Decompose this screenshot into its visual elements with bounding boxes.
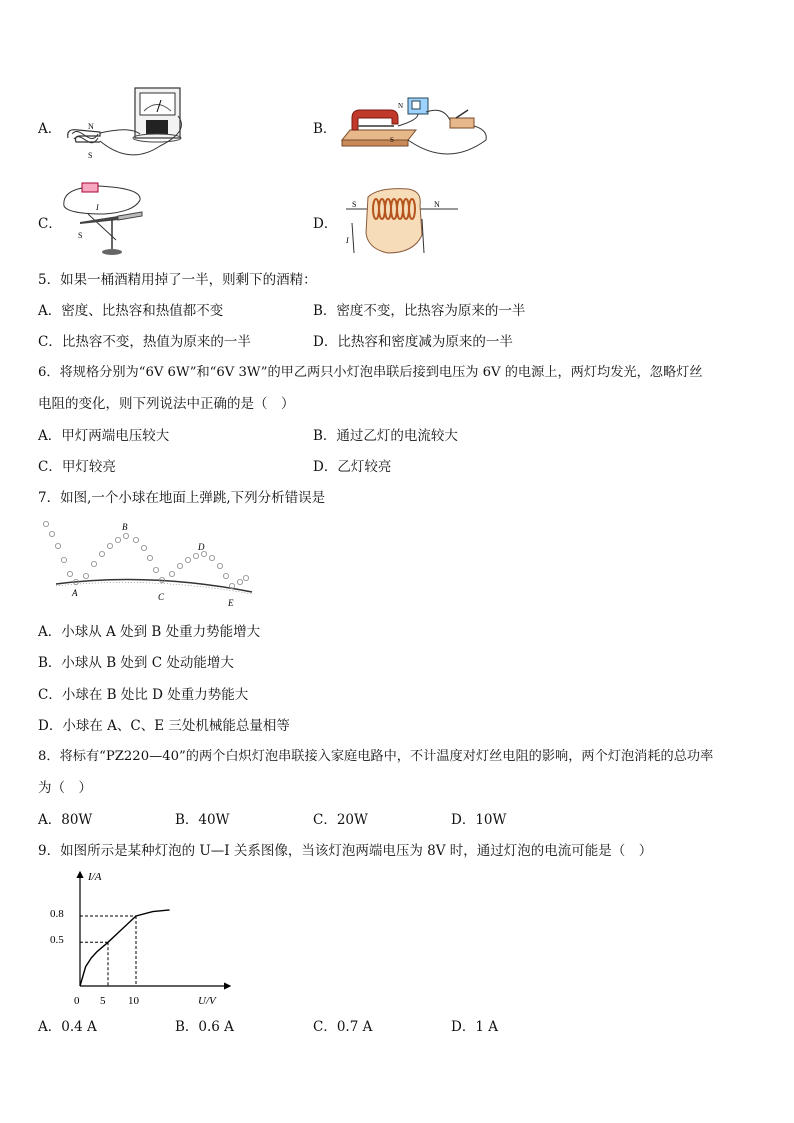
q6-option-a: A．甲灯两端电压较大 xyxy=(38,428,170,444)
q4b-s-pole-label: S xyxy=(390,136,394,144)
q4d-s-pole-label: S xyxy=(352,200,357,209)
y-tick-0-5: 0.5 xyxy=(50,934,64,946)
q4a-s-pole-label: S xyxy=(88,151,93,160)
q4-figure-b xyxy=(338,90,498,160)
q8-stem-line1: 8．将标有“PZ220—40”的两个白炽灯泡串联接入家庭电路中，不计温度对灯丝电阻的影响，两个灯泡消耗的总功率 xyxy=(38,749,714,764)
q6-option-b: B．通过乙灯的电流较大 xyxy=(313,428,458,444)
q9-option-d: D．1 A xyxy=(451,1019,498,1035)
q7-point-d: D xyxy=(198,542,205,552)
q8-stem-line2: 为（ ） xyxy=(38,780,92,796)
q8-option-a: A．80W xyxy=(38,812,93,828)
q4d-current-label: I xyxy=(346,236,349,245)
q5-stem: 5．如果一桶酒精用掉了一半，则剩下的酒精： xyxy=(38,272,317,288)
q8-option-c: C．20W xyxy=(313,812,368,828)
q9-stem: 9．如图所示是某种灯泡的 U—I 关系图像，当该灯泡两端电压为 8V 时，通过灯泡的电流可能是（ ） xyxy=(38,843,653,859)
q4a-n-pole-label: N xyxy=(88,122,94,131)
q5-option-d: D．比热容和密度减为原来的一半 xyxy=(313,334,513,350)
q7-stem: 7．如图,一个小球在地面上弹跳,下列分析错误是 xyxy=(38,490,326,506)
y-axis-label: I/A xyxy=(88,871,102,883)
q7-option-d: D．小球在 A、C、E 三处机械能总量相等 xyxy=(38,718,290,734)
y-tick-0-8: 0.8 xyxy=(50,908,64,920)
q9-option-a: A．0.4 A xyxy=(38,1019,97,1035)
q7-point-b: B xyxy=(122,522,128,532)
q4c-current-label: I xyxy=(96,203,99,212)
q4-figure-c xyxy=(60,180,160,260)
q8-option-b: B．40W xyxy=(175,812,230,828)
x-tick-10: 10 xyxy=(128,995,139,1007)
q5-option-b: B．密度不变，比热容为原来的一半 xyxy=(313,303,526,319)
q4-option-c-label: C． xyxy=(38,216,62,232)
q4-option-a-label: A． xyxy=(38,121,62,137)
q6-option-c: C．甲灯较亮 xyxy=(38,459,116,475)
q4-option-b-label: B． xyxy=(313,121,337,137)
q4-figure-d xyxy=(338,183,468,263)
q4-figure-a xyxy=(60,86,200,168)
q5-option-a: A．密度、比热容和热值都不变 xyxy=(38,303,224,319)
q7-bouncing-ball-figure xyxy=(40,520,260,612)
q7-option-b: B．小球从 B 处到 C 处动能增大 xyxy=(38,655,234,671)
x-tick-5: 5 xyxy=(100,995,106,1007)
q9-option-c: C．0.7 A xyxy=(313,1019,373,1035)
q7-point-e: E xyxy=(228,598,234,608)
q6-stem-line2: 电阻的变化，则下列说法中正确的是（ ） xyxy=(38,396,295,412)
q4-option-d-label: D． xyxy=(313,216,338,232)
u-i-curve xyxy=(80,910,170,986)
q4d-n-pole-label: N xyxy=(434,200,440,209)
q5-option-c: C．比热容不变，热值为原来的一半 xyxy=(38,334,251,350)
x-tick-0: 0 xyxy=(74,995,80,1007)
q7-option-c: C．小球在 B 处比 D 处重力势能大 xyxy=(38,687,249,703)
q7-point-a: A xyxy=(72,588,78,598)
q6-stem-line1: 6．将规格分别为“6V 6W”和“6V 3W”的甲乙两只小灯泡串联后接到电压为 6V 的电源上，两灯均发光，忽略灯丝 xyxy=(38,365,703,380)
q8-option-d: D．10W xyxy=(451,812,507,828)
q4b-n-pole-label: N xyxy=(398,102,404,110)
q9-u-i-chart xyxy=(40,866,240,1011)
q4c-s-pole-label: S xyxy=(78,231,83,240)
q6-option-d: D．乙灯较亮 xyxy=(313,459,392,475)
q7-option-a: A．小球从 A 处到 B 处重力势能增大 xyxy=(38,624,261,640)
q7-point-c: C xyxy=(158,592,165,602)
x-axis-label: U/V xyxy=(198,995,216,1007)
q9-option-b: B．0.6 A xyxy=(175,1019,234,1035)
